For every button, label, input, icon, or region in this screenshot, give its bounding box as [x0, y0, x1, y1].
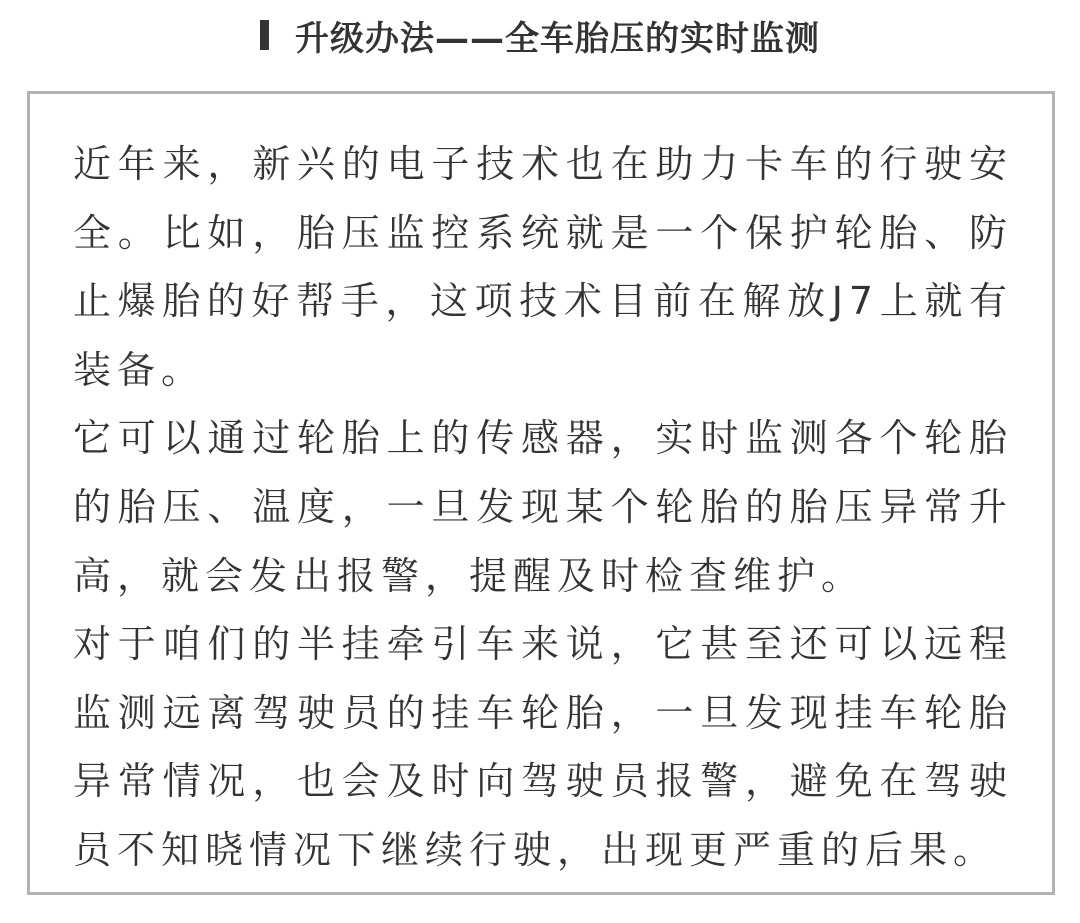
section-heading [0, 0, 1080, 70]
paragraph-intro: 近年来，新兴的电子技术也在助力卡车的行驶安全。比如，胎压监控系统就是一个保护轮胎、防止爆胎的好帮手，这项技术目前在解放J7上就有装备。 [73, 142, 1013, 392]
paragraph-trailer: 对于咱们的半挂牵引车来说，它甚至还可以远程监测远离驾驶员的挂车轮胎，一旦发现挂车轮胎异常情况，也会及时向驾驶员报警，避免在驾驶员不知晓情况下继续行驶，出现更严重的后果。 [73, 622, 1013, 872]
section-title: 升级办法——全车胎压的实时监测 [295, 18, 820, 59]
heading-bar-marker [260, 20, 269, 50]
section-heading-inner [260, 11, 820, 60]
article-body [73, 130, 1013, 885]
article-frame [27, 91, 1055, 895]
paragraph-sensor: 它可以通过轮胎上的传感器，实时监测各个轮胎的胎压、温度，一旦发现某个轮胎的胎压异常升高，就会发出报警，提醒及时检查维护。 [73, 416, 1013, 598]
